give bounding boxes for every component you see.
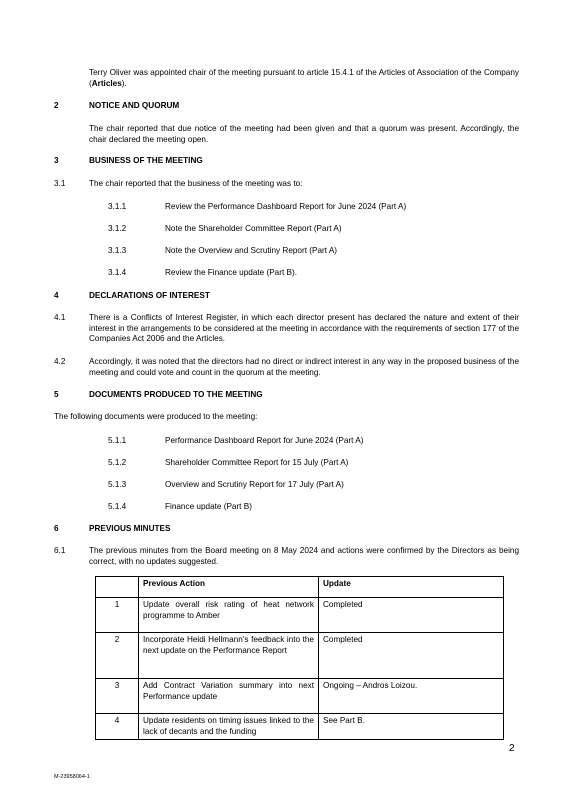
section-2-heading: NOTICE AND QUORUM <box>89 101 180 110</box>
clause-3-1-text: The chair reported that the business of the meeting was to: <box>89 179 303 188</box>
row-action: Update overall risk rating of heat network programme to Amber <box>139 598 319 633</box>
row-action: Add Contract Variation summary into next Performance update <box>139 679 319 714</box>
table-row <box>96 679 504 714</box>
row-update: See Part B. <box>319 714 504 740</box>
table-header-row <box>96 577 504 598</box>
table-header-previous-action: Previous Action <box>139 577 319 598</box>
table-row <box>96 633 504 679</box>
section-4-heading: DECLARATIONS OF INTEREST <box>89 291 210 300</box>
doc-5-1-4-text: Finance update (Part B) <box>165 502 252 511</box>
previous-actions-table <box>95 576 504 740</box>
section-3-heading: BUSINESS OF THE MEETING <box>89 156 203 165</box>
clause-4-2-text: Accordingly, it was noted that the directors had no direct or indirect interest in any way in the proposed business of the meeting and could vote and count in the quorum at the meeting. <box>89 357 519 377</box>
table-row <box>96 598 504 633</box>
clause-4-2-number: 4.2 <box>54 357 66 366</box>
doc-5-1-1-number: 5.1.1 <box>108 436 127 445</box>
page-number: 2 <box>509 743 515 754</box>
table-header-number <box>96 577 139 598</box>
doc-5-1-2-text: Shareholder Committee Report for 15 July (Part A) <box>165 458 349 467</box>
row-number: 4 <box>96 714 139 740</box>
doc-5-1-3-text: Overview and Scrutiny Report for 17 July (Part A) <box>165 480 344 489</box>
doc-5-1-2-number: 5.1.2 <box>108 458 127 467</box>
clause-3-1-1-number: 3.1.1 <box>108 202 127 211</box>
clause-3-1-2-text: Note the Shareholder Committee Report (Part A) <box>165 224 342 233</box>
section-6-number: 6 <box>54 524 59 533</box>
clause-3-1-3-text: Note the Overview and Scrutiny Report (Part A) <box>165 246 338 255</box>
table-header-update: Update <box>319 577 504 598</box>
section-6-heading: PREVIOUS MINUTES <box>89 524 171 533</box>
row-action: Incorporate Heidi Hellmann’s feedback into the next update on the Performance Report <box>139 633 319 679</box>
articles-term: Articles <box>91 78 122 88</box>
clause-4-1-number: 4.1 <box>54 313 66 322</box>
intro-paragraph: Terry Oliver was appointed chair of the meeting pursuant to article 15.4.1 of the Articles of Association of the Company (Articles). <box>89 68 519 88</box>
clause-4-1-text: There is a Conflicts of Interest Register, in which each director present has declared the nature and extent of their interest in the arrangements to be considered at the meeting in accordance with the requirements of section 177 of the Companies Act 2006 and the Articles. <box>89 313 519 343</box>
section-2-number: 2 <box>54 101 59 110</box>
doc-5-1-1-text: Performance Dashboard Report for June 2024 (Part A) <box>165 436 364 445</box>
clause-3-1-4-number: 3.1.4 <box>108 268 127 277</box>
section-5-heading: DOCUMENTS PRODUCED TO THE MEETING <box>89 390 263 399</box>
section-5-number: 5 <box>54 390 59 399</box>
clause-6-1-text: The previous minutes from the Board meeting on 8 May 2024 and actions were confirmed by the Directors as being correct, with no updates suggested. <box>89 546 519 566</box>
clause-6-1-number: 6.1 <box>54 546 66 555</box>
row-number: 1 <box>96 598 139 633</box>
clause-3-1-3-number: 3.1.3 <box>108 246 127 255</box>
row-update: Ongoing – Andros Loizou. <box>319 679 504 714</box>
row-update: Completed <box>319 633 504 679</box>
clause-3-1-2-number: 3.1.2 <box>108 224 127 233</box>
row-action: Update residents on timing issues linked to the lack of decants and the funding <box>139 714 319 740</box>
table-row <box>96 714 504 740</box>
clause-3-1-number: 3.1 <box>54 179 66 188</box>
section-5-intro: The following documents were produced to the meeting: <box>54 412 258 421</box>
clause-3-1-4-text: Review the Finance update (Part B). <box>165 268 297 277</box>
clause-3-1-1-text: Review the Performance Dashboard Report for June 2024 (Part A) <box>165 202 407 211</box>
section-3-number: 3 <box>54 156 59 165</box>
doc-5-1-4-number: 5.1.4 <box>108 502 127 511</box>
row-number: 2 <box>96 633 139 679</box>
row-update: Completed <box>319 598 504 633</box>
section-2-text: The chair reported that due notice of the meeting had been given and that a quorum was present. Accordingly, the chair declared the meeting open. <box>89 124 519 144</box>
row-number: 3 <box>96 679 139 714</box>
section-4-number: 4 <box>54 291 59 300</box>
document-reference: M-23958064-1 <box>54 774 90 780</box>
doc-5-1-3-number: 5.1.3 <box>108 480 127 489</box>
